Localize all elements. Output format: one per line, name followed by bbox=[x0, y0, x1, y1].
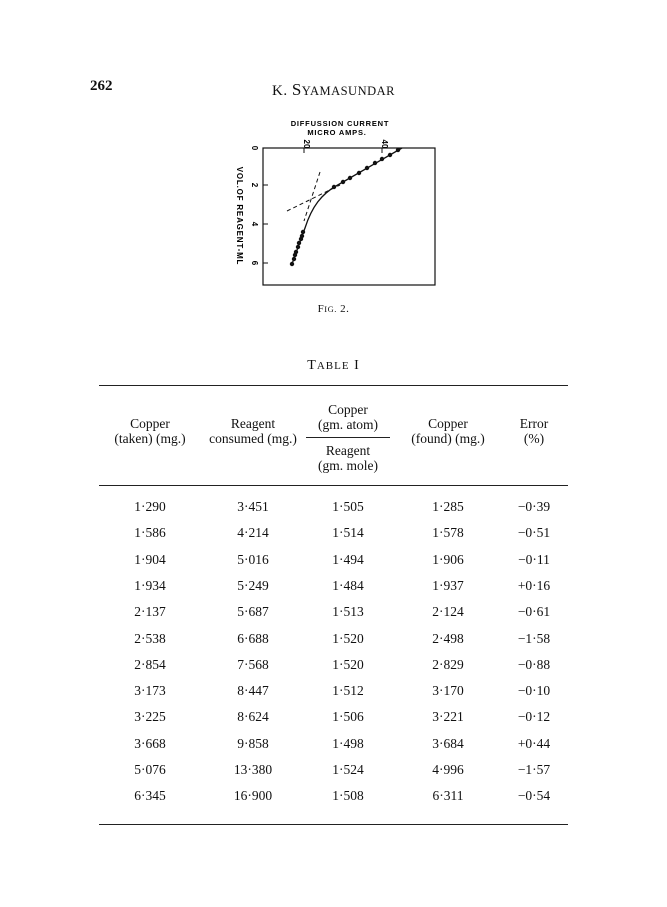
table-cell: 1·937 bbox=[432, 577, 464, 593]
table-cell: 2·498 bbox=[432, 630, 464, 646]
table-cell: 1·904 bbox=[134, 551, 166, 567]
table-cell: 2·124 bbox=[432, 604, 464, 620]
header-copper-found bbox=[398, 416, 498, 446]
fig-dashed-extrapolation-steep bbox=[304, 172, 320, 221]
fig-side-axis-label: VOL.OF REAGENT-ML bbox=[235, 166, 244, 266]
table-cell: −0·61 bbox=[517, 604, 551, 620]
table-title bbox=[0, 358, 667, 374]
table-cell: 1·514 bbox=[332, 525, 364, 541]
header-reagent-consumed bbox=[198, 416, 308, 446]
table-cell: 7·568 bbox=[237, 656, 269, 672]
table-cell: 1·934 bbox=[134, 577, 166, 593]
table-cell: 1·578 bbox=[432, 525, 464, 541]
table-cell: 5·687 bbox=[237, 604, 269, 620]
author-initial: K. bbox=[271, 83, 288, 99]
table-cell: 4·996 bbox=[432, 762, 464, 777]
table-cell: 8·447 bbox=[237, 683, 269, 699]
header-col3-num-line2: (gm. atom) bbox=[318, 417, 378, 432]
figure-2-titration-curve bbox=[230, 118, 440, 300]
table-cell: 6·345 bbox=[134, 788, 166, 804]
header-col1-line1: Copper bbox=[130, 416, 170, 431]
table-cell: 1·906 bbox=[432, 551, 464, 567]
header-col2-line2: consumed (mg.) bbox=[209, 431, 297, 446]
table-cell: +0·16 bbox=[517, 577, 551, 593]
figure-caption bbox=[0, 303, 667, 315]
table-cell: 1·506 bbox=[332, 709, 364, 725]
table-cell: 1·484 bbox=[332, 577, 364, 593]
header-col4-line1: Copper bbox=[428, 416, 468, 431]
table-cell: −0·51 bbox=[517, 525, 551, 541]
header-ratio-denominator bbox=[298, 443, 398, 473]
fig-side-tick-2: 2 bbox=[250, 182, 259, 188]
fig-top-label-line1: DIFFUSSION CURRENT bbox=[290, 119, 390, 128]
table-cell: 6·311 bbox=[432, 788, 464, 804]
fig-side-tick-6: 6 bbox=[250, 260, 259, 266]
table-bottom-rule bbox=[99, 824, 568, 825]
table-cell: 1·586 bbox=[134, 525, 166, 541]
table-cell: 3·173 bbox=[134, 683, 166, 699]
author-name-initial-cap: S bbox=[291, 80, 302, 99]
header-col4-line2: (found) (mg.) bbox=[411, 431, 485, 446]
table-cell: 1·494 bbox=[332, 551, 364, 567]
table-cell: −0·88 bbox=[517, 656, 551, 672]
fig-caption-initial: F bbox=[317, 303, 325, 315]
table-cell: 1·520 bbox=[332, 656, 364, 672]
header-col5-line2: (%) bbox=[523, 431, 545, 446]
table-cell: 1·512 bbox=[332, 683, 364, 699]
header-error bbox=[500, 416, 568, 446]
fig-top-tick-20: 20 bbox=[302, 139, 311, 149]
header-ratio-numerator bbox=[298, 402, 398, 432]
header-col3-num-line1: Copper bbox=[328, 402, 368, 417]
table-cell: 5·076 bbox=[134, 762, 166, 777]
table-cell: 2·829 bbox=[432, 656, 464, 672]
table-title-numeral: I bbox=[354, 358, 360, 373]
table-cell: 3·684 bbox=[432, 735, 464, 751]
table-cell: −0·39 bbox=[517, 499, 551, 514]
fig-plot-frame bbox=[263, 148, 435, 285]
table-cell: −0·12 bbox=[517, 709, 551, 725]
table-cell: 5·249 bbox=[237, 577, 269, 593]
author-name-small-caps: YAMASUNDAR bbox=[301, 84, 396, 98]
table-cell: 16·900 bbox=[233, 788, 273, 804]
table-cell: 4·214 bbox=[237, 525, 269, 541]
table-title-initial: T bbox=[307, 358, 317, 373]
fig-side-tick-0: 0 bbox=[250, 145, 259, 151]
table-cell: 3·170 bbox=[432, 683, 464, 699]
table-cell: 3·451 bbox=[237, 499, 269, 514]
table-cell: +0·44 bbox=[517, 735, 551, 751]
fig-top-label-line2: MICRO AMPS. bbox=[307, 128, 367, 137]
table-cell: 8·624 bbox=[237, 709, 269, 725]
table-cell: 1·505 bbox=[332, 499, 364, 514]
header-col1-line2: (taken) (mg.) bbox=[114, 431, 186, 446]
table-cell: 1·285 bbox=[432, 499, 464, 514]
header-col2-line1: Reagent bbox=[230, 416, 276, 431]
table-cell: 2·854 bbox=[134, 656, 166, 672]
table-cell: 1·508 bbox=[332, 788, 364, 804]
table-title-small-caps: ABLE bbox=[316, 360, 350, 372]
page-number: 262 bbox=[90, 78, 113, 94]
table-cell: 1·498 bbox=[332, 735, 364, 751]
header-copper-taken bbox=[100, 416, 200, 446]
table-cell: 9·858 bbox=[237, 735, 269, 751]
table-cell: 2·538 bbox=[134, 630, 166, 646]
table-cell: 1·520 bbox=[332, 630, 364, 646]
table-cell: 3·221 bbox=[432, 709, 464, 725]
table-cell: 3·668 bbox=[134, 735, 166, 751]
table-cell: −0·54 bbox=[517, 788, 551, 804]
table-header-rule bbox=[99, 485, 568, 486]
header-col3-den-line1: Reagent bbox=[325, 443, 371, 458]
header-col3-den-line2: (gm. mole) bbox=[318, 458, 378, 473]
table-cell: −0·11 bbox=[518, 551, 550, 567]
table-cell: 2·137 bbox=[134, 604, 166, 620]
header-ratio-fraction-bar bbox=[306, 437, 390, 438]
header-col5-line1: Error bbox=[519, 416, 549, 431]
table-top-rule bbox=[99, 385, 568, 386]
table-cell: 5·016 bbox=[237, 551, 269, 567]
table-cell: −1·58 bbox=[517, 630, 551, 646]
table-cell: 1·513 bbox=[332, 604, 364, 620]
table-cell: 6·688 bbox=[237, 630, 269, 646]
table-cell: −1·57 bbox=[517, 762, 551, 777]
table-cell: 13·380 bbox=[233, 762, 273, 777]
fig-caption-number: 2. bbox=[340, 303, 350, 315]
table-cell: 1·290 bbox=[134, 499, 166, 514]
table-cell: 1·524 bbox=[332, 762, 364, 777]
table-cell: 3·225 bbox=[134, 709, 166, 725]
fig-caption-small-caps: IG. bbox=[324, 304, 337, 314]
fig-top-tick-40: 40 bbox=[380, 139, 389, 149]
fig-data-points bbox=[290, 148, 400, 266]
fig-side-tick-4: 4 bbox=[250, 221, 259, 227]
table-cell: −0·10 bbox=[517, 683, 551, 699]
running-head bbox=[0, 80, 667, 100]
